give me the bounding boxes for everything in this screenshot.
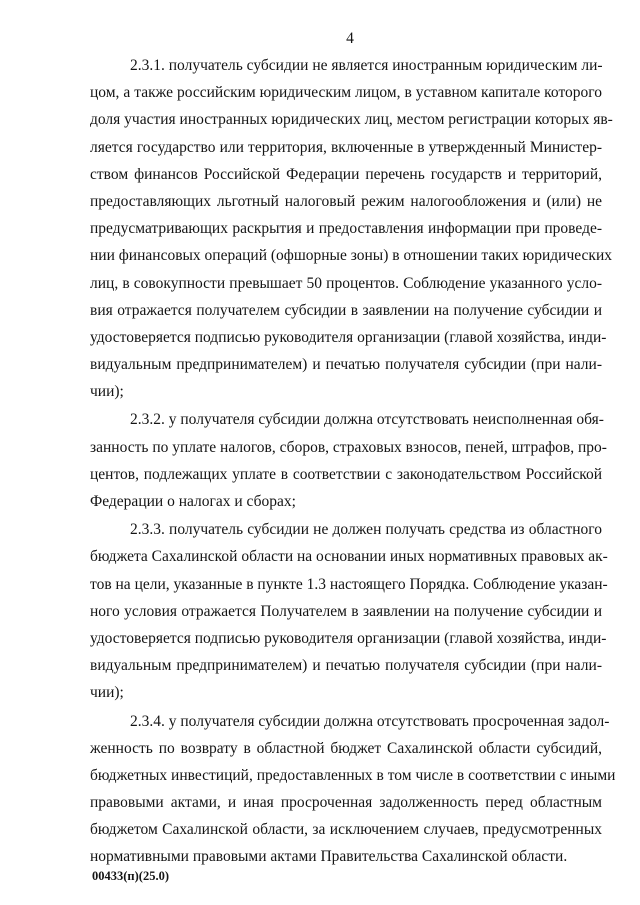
text-line: вия отражается получателем субсидии в заявлении на получение субсидии и xyxy=(90,301,602,319)
text-line: предоставляющих льготный налоговый режим налогообложения и (или) не xyxy=(90,192,602,210)
text-line: нормативными правовыми актами Правительства Сахалинской области. xyxy=(90,848,568,866)
text-line: нии финансовых операций (офшорные зоны) в отношении таких юридических xyxy=(90,247,612,265)
text-line: ством финансов Российской Федерации перечень государств и территорий, xyxy=(90,165,602,183)
text-line: удостоверяется подписью руководителя организации (главой хозяйства, инди- xyxy=(90,629,607,647)
text-line: ного условия отражается Получателем в заявлении на получение субсидии и xyxy=(90,602,602,620)
text-line: занность по уплате налогов, сборов, страховых взносов, пеней, штрафов, про- xyxy=(90,438,607,456)
text-line: удостоверяется подписью руководителя организации (главой хозяйства, инди- xyxy=(90,328,607,346)
text-line: бюджетных инвестиций, предоставленных в том числе в соответствии с иными xyxy=(90,766,616,784)
paragraph-2-3-2 xyxy=(90,406,607,515)
text-line: чии); xyxy=(90,383,124,401)
text-line: Федерации о налогах и сборах; xyxy=(90,493,296,510)
text-line: женность по возврату в областной бюджет Сахалинской области субсидий, xyxy=(90,739,602,757)
text-line: доля участия иностранных юридических лиц, местом регистрации которых яв- xyxy=(90,111,613,129)
paragraph-2-3-1 xyxy=(90,52,613,405)
page-number: 4 xyxy=(346,30,354,47)
text-line: лиц, в совокупности превышает 50 процентов. Соблюдение указанного усло- xyxy=(90,274,602,292)
text-line: 2.3.3. получатель субсидии не должен получать средства из областного xyxy=(130,521,602,539)
text-line: видуальным предпринимателем) и печатью получателя субсидии (при нали- xyxy=(90,657,602,675)
text-line: ляется государство или территория, включенные в утвержденный Министер- xyxy=(90,138,602,156)
text-line: видуальным предпринимателем) и печатью получателя субсидии (при нали- xyxy=(90,356,602,374)
text-line: цом, а также российским юридическим лицом, в уставном капитале которого xyxy=(90,84,602,102)
text-line: центов, подлежащих уплате в соответствии с законодательством Российской xyxy=(90,465,602,483)
document-code-footer: 00433(п)(25.0) xyxy=(92,869,169,883)
paragraph-2-3-3 xyxy=(90,516,608,706)
text-line: правовыми актами, и иная просроченная задолженность перед областным xyxy=(90,794,602,812)
text-line: бюджета Сахалинской области на основании иных нормативных правовых ак- xyxy=(90,548,608,566)
paragraph-2-3-4 xyxy=(90,708,616,871)
text-line: чии); xyxy=(90,684,124,702)
text-line: 2.3.1. получатель субсидии не является иностранным юридическим ли- xyxy=(130,57,603,74)
text-line: 2.3.2. у получателя субсидии должна отсутствовать неисполненная обя- xyxy=(130,411,604,429)
text-line: бюджетом Сахалинской области, за исключением случаев, предусмотренных xyxy=(90,821,602,839)
text-line: 2.3.4. у получателя субсидии должна отсутствовать просроченная задол- xyxy=(130,712,610,730)
text-line: предусматривающих раскрытия и предоставления информации при проведе- xyxy=(90,220,602,238)
document-body xyxy=(90,52,616,872)
text-line: тов на цели, указанные в пункте 1.3 настоящего Порядка. Соблюдение указан- xyxy=(90,575,608,593)
